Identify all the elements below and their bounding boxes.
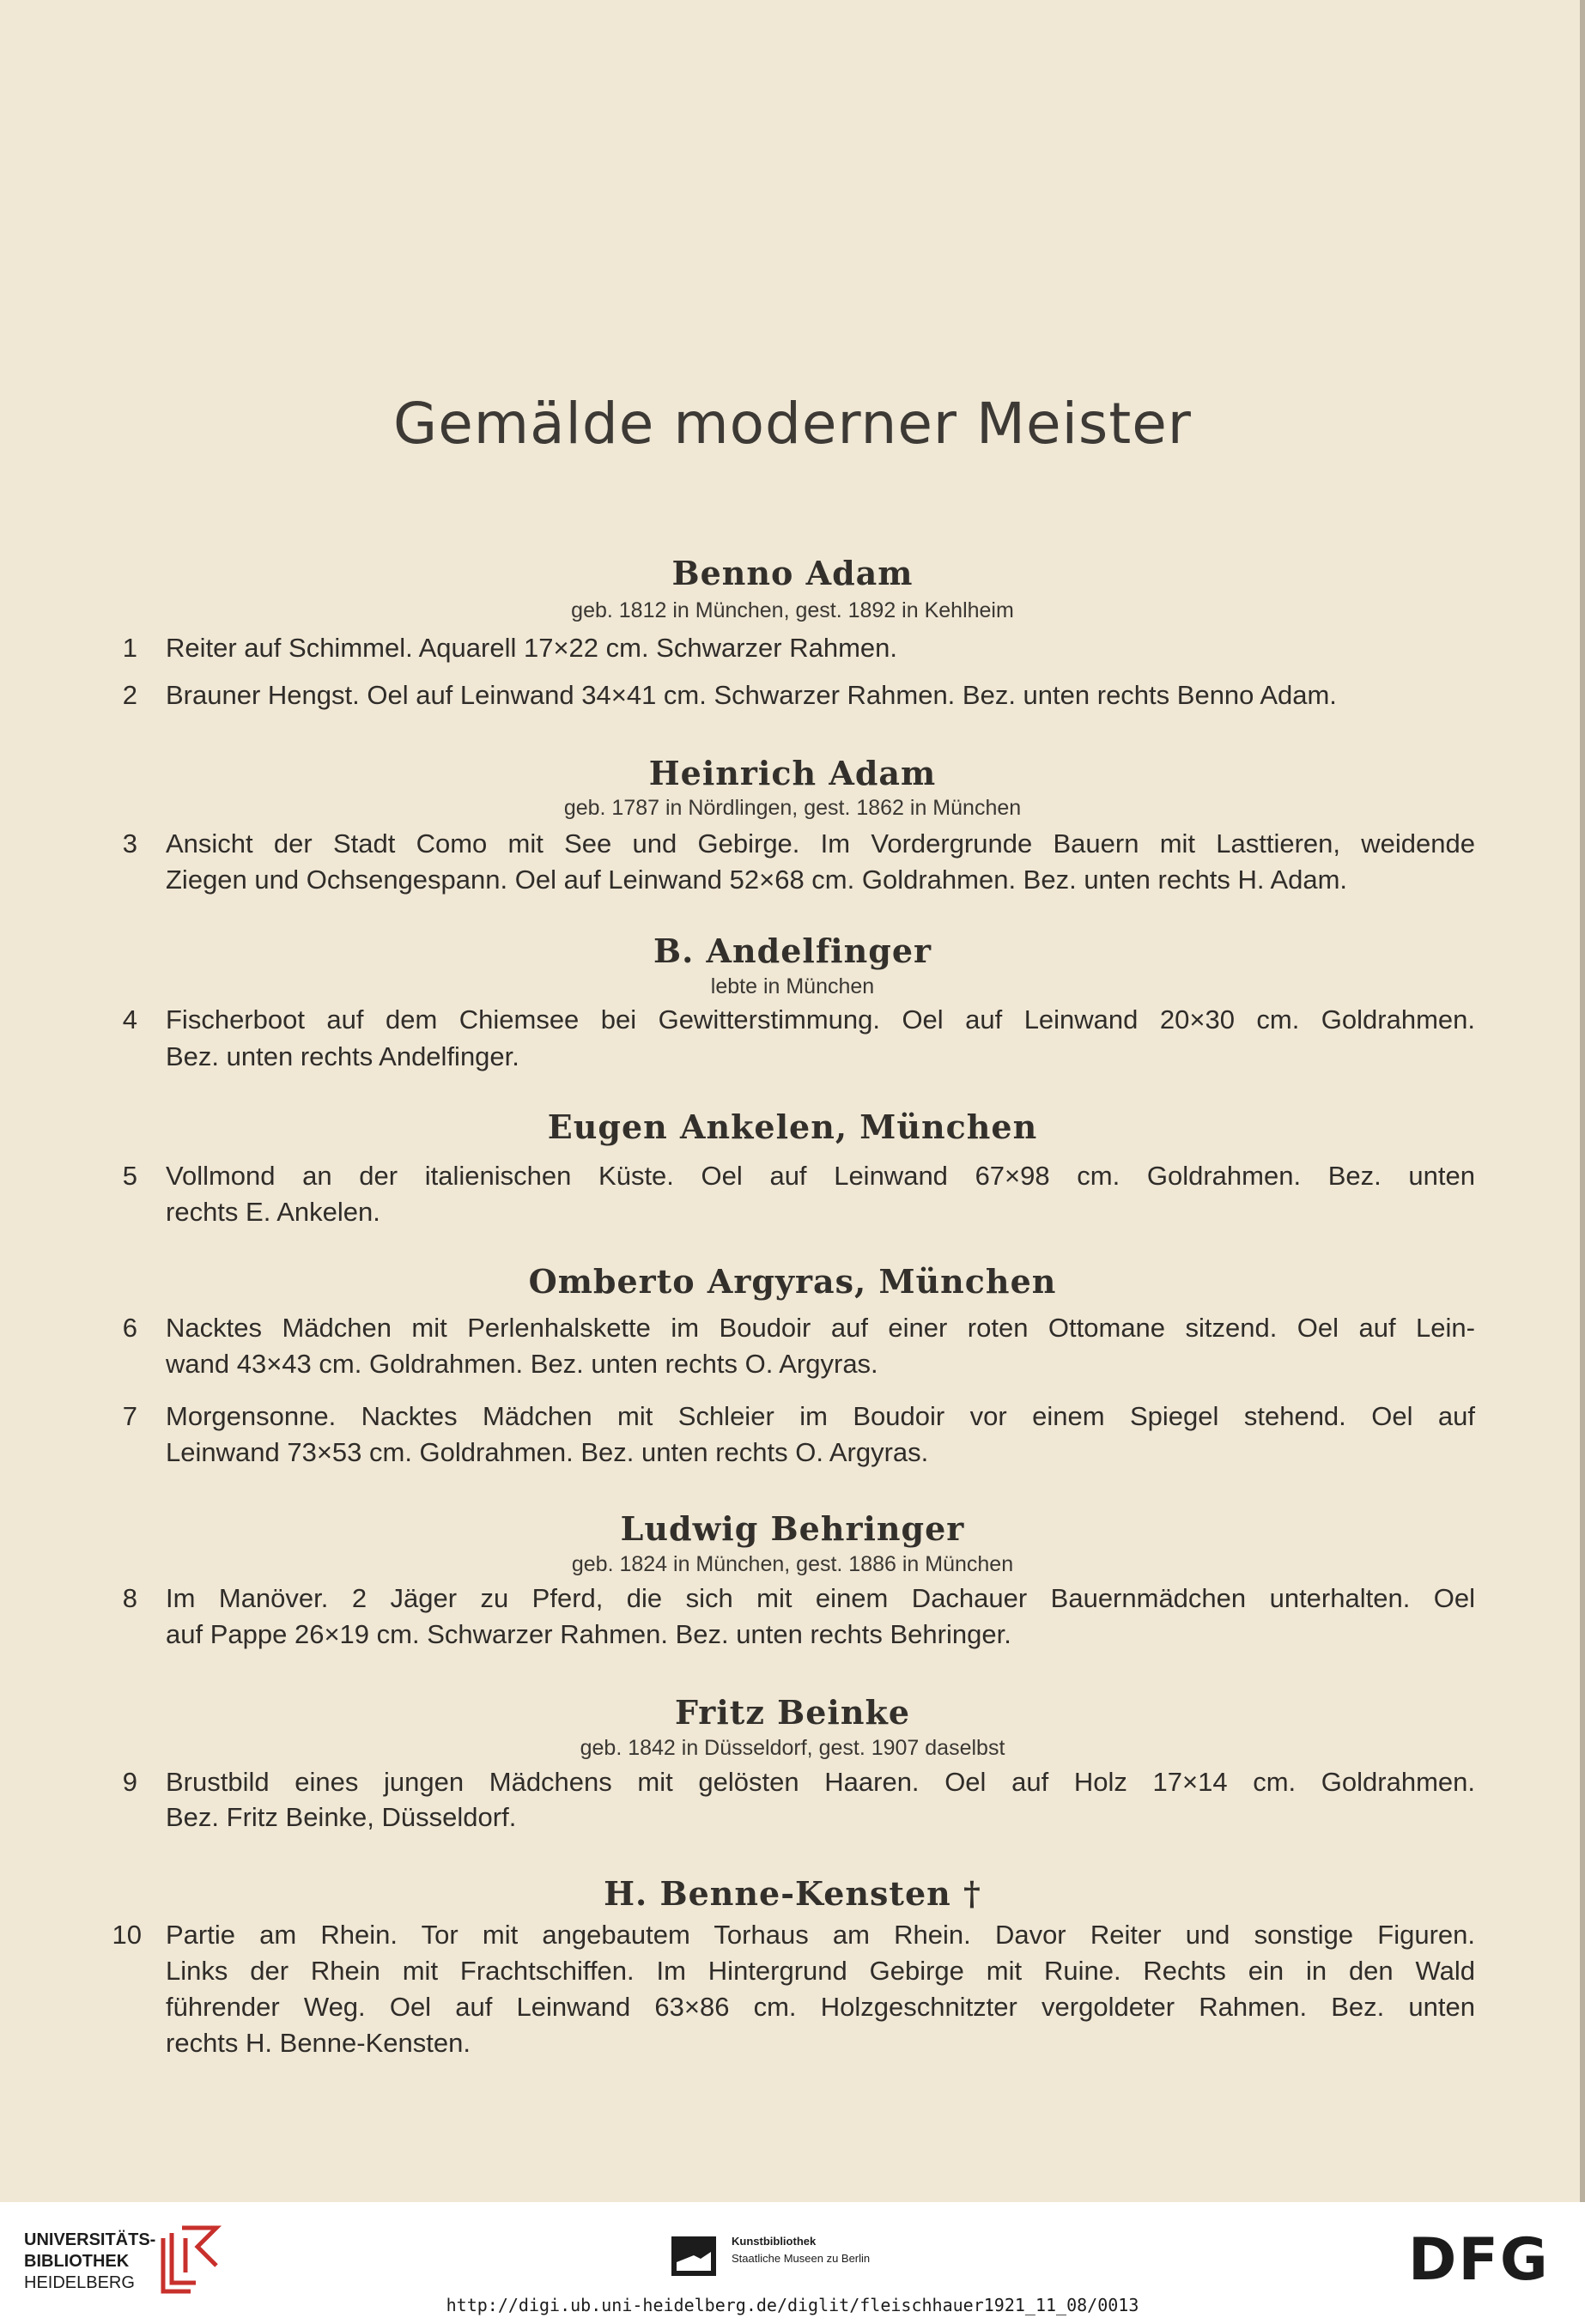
dfg-logo[interactable]: DFG: [1408, 2226, 1550, 2294]
entry-text-line: Ziegen und Ochsengespann. Oel auf Leinwand 52×68 cm. Goldrahmen. Bez. unten rechts H. Adam.: [166, 865, 1348, 895]
entry-number: 8: [122, 1583, 137, 1613]
entry-text-line: führender Weg. Oel auf Leinwand 63×86 cm. Holzgeschnitzter vergoldeter Rahmen. Bez. unten: [166, 1992, 1475, 2022]
entry-number: 9: [122, 1767, 137, 1797]
entry-text-line: Morgensonne. Nacktes Mädchen mit Schleier im Boudoir vor einem Spiegel stehend. Oel auf: [166, 1401, 1475, 1431]
entry-text-line: Leinwand 73×53 cm. Goldrahmen. Bez. unten rechts O. Argyras.: [166, 1437, 929, 1467]
artist-bio: geb. 1812 in München, gest. 1892 in Kehlheim: [571, 598, 1014, 622]
kunstbibliothek-name[interactable]: [732, 2233, 870, 2267]
permalink-url[interactable]: http://digi.ub.uni-heidelberg.de/diglit/fleischhauer1921_11_08/0013: [446, 2295, 1139, 2315]
entry-text-line: Brauner Hengst. Oel auf Leinwand 34×41 cm. Schwarzer Rahmen. Bez. unten rechts Benno Adam.: [166, 680, 1337, 710]
entry-number: 7: [122, 1401, 137, 1431]
entry-text-line: Vollmond an der italienischen Küste. Oel auf Leinwand 67×98 cm. Goldrahmen. Bez. unten: [166, 1161, 1475, 1191]
artist-name: Benno Adam: [671, 554, 914, 592]
entry-number: 5: [122, 1161, 137, 1191]
entry-text-line: Im Manöver. 2 Jäger zu Pferd, die sich mit einem Dachauer Bauernmädchen unterhalten. Oel: [166, 1583, 1475, 1613]
entry-number: 6: [122, 1313, 137, 1343]
entry-text-line: Partie am Rhein. Tor mit angebautem Torhaus am Rhein. Davor Reiter und sonstige Figuren.: [166, 1920, 1475, 1950]
footer-bar: [0, 2202, 1585, 2324]
entry-text-line: Nacktes Mädchen mit Perlenhalskette im Boudoir auf einer roten Ottomane sitzend. Oel auf Lein-: [166, 1313, 1475, 1343]
entry-number: 3: [122, 828, 137, 859]
entry-text-line: rechts H. Benne-Kensten.: [166, 2028, 471, 2058]
artist-bio: geb. 1787 in Nördlingen, gest. 1862 in München: [563, 796, 1022, 820]
entry-number: 4: [122, 1004, 137, 1035]
artist-bio: geb. 1842 in Düsseldorf, gest. 1907 daselbst: [580, 1736, 1005, 1760]
uni-line-1: UNIVERSITÄTS-: [24, 2230, 156, 2249]
entry-text-line: Brustbild eines jungen Mädchens mit gelösten Haaren. Oel auf Holz 17×14 cm. Goldrahmen.: [166, 1767, 1475, 1797]
artist-name: Omberto Argyras, München: [528, 1262, 1057, 1301]
entry-text-line: Ansicht der Stadt Como mit See und Gebirge. Im Vordergrunde Bauern mit Lasttieren, weidende: [166, 828, 1475, 859]
entry-text-line: Reiter auf Schimmel. Aquarell 17×22 cm. Schwarzer Rahmen.: [166, 633, 898, 663]
uni-line-3: HEIDELBERG: [24, 2273, 135, 2292]
page-edge: [1580, 0, 1585, 2202]
entry-number: 1: [122, 633, 137, 663]
kunstbibliothek-logo-icon[interactable]: [671, 2236, 716, 2276]
university-library-logo-icon[interactable]: [156, 2221, 225, 2298]
artist-name: Heinrich Adam: [648, 754, 937, 792]
entry-text-line: auf Pappe 26×19 cm. Schwarzer Rahmen. Bez. unten rechts Behringer.: [166, 1619, 1011, 1649]
artist-name: B. Andelfinger: [653, 931, 932, 970]
artist-name: Eugen Ankelen, München: [547, 1107, 1038, 1146]
entry-number: 2: [122, 680, 137, 710]
entry-text-line: Bez. Fritz Beinke, Düsseldorf.: [166, 1802, 517, 1832]
entry-text-line: Links der Rhein mit Frachtschiffen. Im Hintergrund Gebirge mit Ruine. Rechts ein in den Wald: [166, 1956, 1475, 1986]
uni-line-2: BIBLIOTHEK: [24, 2252, 130, 2271]
artist-bio: lebte in München: [710, 974, 875, 998]
artist-name: H. Benne-Kensten †: [604, 1874, 981, 1913]
page-title: Gemälde moderner Meister: [393, 391, 1192, 457]
artist-name: Ludwig Behringer: [620, 1509, 965, 1548]
artist-name: Fritz Beinke: [675, 1693, 910, 1732]
kb-name: Kunstbibliothek: [732, 2235, 817, 2248]
entry-text-line: Bez. unten rechts Andelfinger.: [166, 1041, 519, 1071]
kb-subtitle: Staatliche Museen zu Berlin: [732, 2252, 871, 2265]
entry-number: 10: [112, 1920, 142, 1950]
entry-text-line: wand 43×43 cm. Goldrahmen. Bez. unten rechts O. Argyras.: [166, 1349, 878, 1379]
artist-bio: geb. 1824 in München, gest. 1886 in München: [571, 1552, 1014, 1576]
entry-text-line: Fischerboot auf dem Chiemsee bei Gewitterstimmung. Oel auf Leinwand 20×30 cm. Goldrahmen.: [166, 1004, 1475, 1035]
entry-text-line: rechts E. Ankelen.: [166, 1197, 380, 1227]
university-library-name[interactable]: [24, 2230, 155, 2294]
